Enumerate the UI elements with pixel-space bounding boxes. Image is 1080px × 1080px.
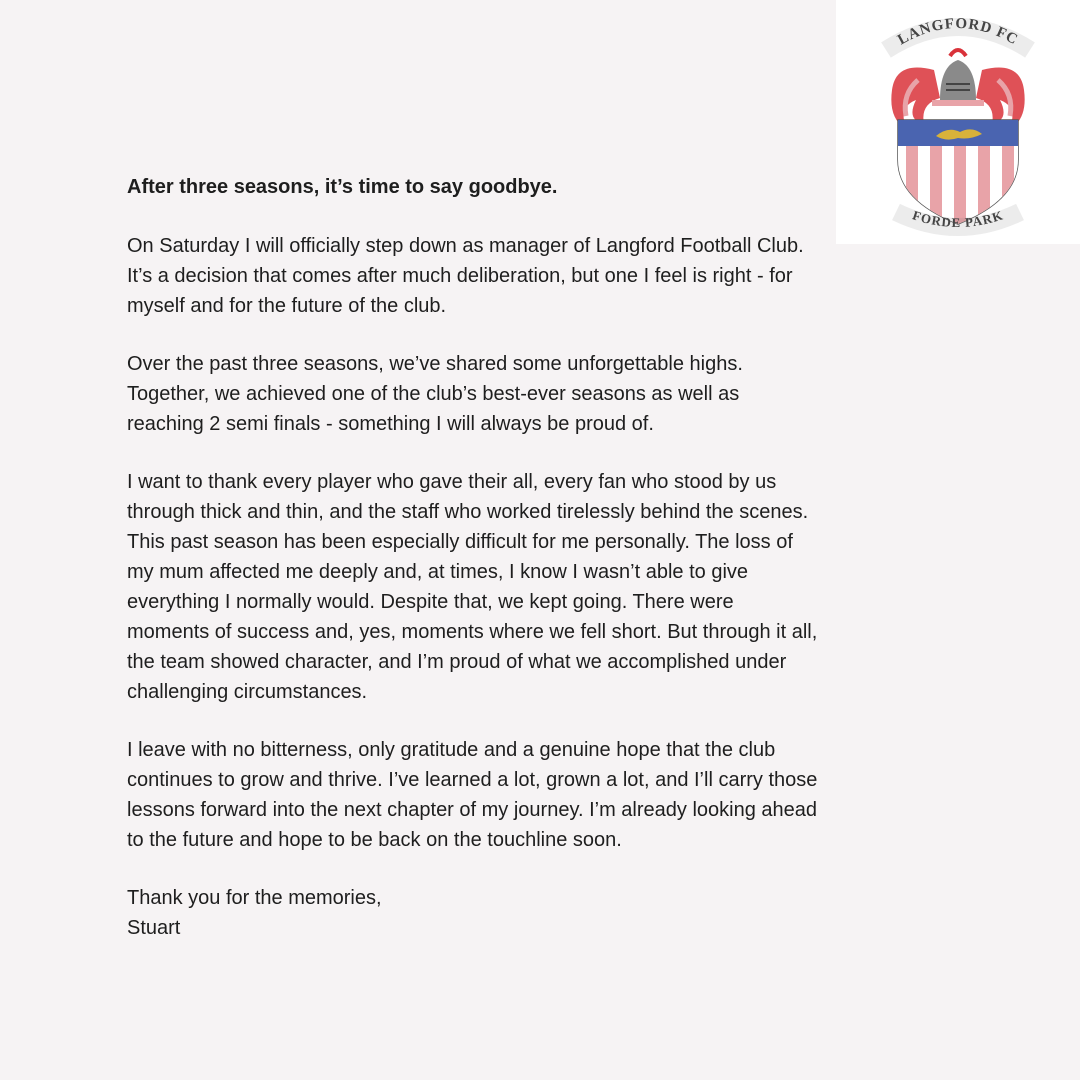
text-line: to the future and hope to be back on the touchline soon. [127,829,622,851]
letter-closing [127,883,1027,943]
text-line: lessons forward into the next chapter of my journey. I’m already looking ahead [127,799,817,821]
text-line: I want to thank every player who gave their all, every fan who stood by us [127,471,777,493]
text-line: the team showed character, and I’m proud of what we accomplished under [127,651,787,673]
text-line: Together, we achieved one of the club’s best-ever seasons as well as [127,383,740,405]
letter-paragraph-3 [127,467,1027,707]
farewell-letter [127,172,1027,943]
top-banner [886,16,1030,52]
letter-paragraph-1 [127,231,1027,321]
text-line: continues to grow and thrive. I’ve learned a lot, grown a lot, and I’ll carry those [127,769,818,791]
closing-line: Thank you for the memories, [127,887,382,909]
text-line: moments of success and, yes, moments where we fell short. But through it all, [127,621,818,643]
text-line: through thick and thin, and the staff who worked tirelessly behind the scenes. [127,501,809,523]
letter-paragraph-2 [127,349,1027,439]
text-line: On Saturday I will officially step down as manager of Langford Football Club. [127,235,804,257]
text-line: reaching 2 semi finals - something I will always be proud of. [127,413,654,435]
text-line: my mum affected me deeply and, at times, I know I wasn’t able to give [127,561,749,583]
text-line: It’s a decision that comes after much deliberation, but one I feel is right - for [127,265,793,287]
torse-band [932,100,984,106]
text-line: This past season has been especially difficult for me personally. The loss of [127,531,793,553]
text-line: I leave with no bitterness, only gratitude and a genuine hope that the club [127,739,776,761]
text-line: Over the past three seasons, we’ve shared some unforgettable highs. [127,353,743,375]
letter-headline: After three seasons, it’s time to say goodbye. [127,176,558,198]
crest-top-text: LANGFORD FC [895,15,1021,49]
text-line: everything I normally would. Despite that, we kept going. There were [127,591,734,613]
text-line: challenging circumstances. [127,681,368,703]
helmet-icon [940,50,976,100]
crest-bottom-text: FORDE PARK [910,207,1006,231]
signature: Stuart [127,917,181,939]
text-line: myself and for the future of the club. [127,295,447,317]
letter-paragraph-4 [127,735,1027,855]
